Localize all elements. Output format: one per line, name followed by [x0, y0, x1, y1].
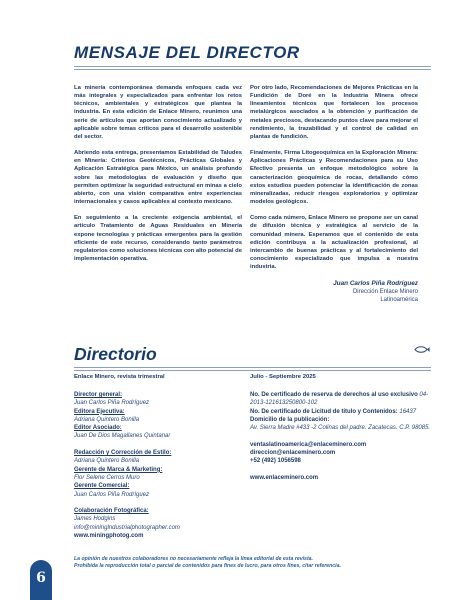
licit-value: 16437: [399, 408, 417, 415]
title-divider: [74, 66, 431, 70]
photographer-website[interactable]: www.miningphotog.com: [74, 533, 144, 540]
disclaimer-line: Prohibida la reproducción total o parcial de contenidos para fines de lucro, para otros fines, citar referencia.: [74, 563, 341, 570]
message-paragraph: Por otro lado, Recomendaciones de Mejores Prácticas en la Fundición de Doré en la Industria Minera ofrece lineamientos técnicos que fortalecen los procesos metalúrgicos asociados a la obtención y purificación de metales preciosos, destacando puntos clave para mejorar el rendimiento, la trazabilidad y el control de calidad en plantas de fundición.: [250, 85, 418, 140]
sales-email[interactable]: ventaslatinoamerica@enlaceminero.com: [250, 441, 367, 448]
signature-name: Juan Carlos Piña Rodríguez: [333, 280, 418, 288]
staff-group: [74, 449, 244, 499]
mensaje-title: MENSAJE DEL DIRECTOR: [74, 43, 300, 62]
photographer-email[interactable]: info@mininglndustrialphotographer.com: [74, 524, 180, 531]
photo-credit: [74, 507, 244, 540]
staff-role: Redacción y Corrección de Estilo:: [74, 450, 172, 457]
reserve-certificate: [250, 391, 435, 408]
staff-role: Editor Asociado:: [74, 425, 122, 432]
publication-frequency: Enlace Minero, revista trimestral: [74, 374, 165, 380]
signature-block: [250, 279, 418, 304]
reserve-value: 04-2013-121613250800-102: [250, 392, 429, 407]
staff-column: [74, 391, 244, 549]
reserve-label: No. De certificado de reserva de derechos al uso exclusivo: [250, 392, 418, 398]
signature-role: Dirección Enlace Minero: [352, 289, 418, 296]
disclaimer-line: La opinión de nuestros colaboradores no necesariamente refleja la línea editorial de esta revista.: [74, 556, 313, 562]
phone-number: +52 (492) 1056598: [250, 458, 301, 465]
footer-disclaimer: [74, 556, 434, 570]
message-column-left: [74, 84, 242, 271]
message-paragraph: Como cada número, Enlace Minero se propone ser un canal de difusión técnica y estratégica al servicio de la comunidad minera. Esperamos que el contenido de esta edición contribuya a la actualización profesional, al intercambio de buenas prácticas y al fortalecimiento del conocimiento especializado que impulsa a nuestra industria.: [250, 215, 418, 271]
licit-certificate: [250, 408, 435, 416]
staff-name: Flor Selene Cerros Muro: [74, 474, 140, 481]
staff-role: Editora Ejecutiva:: [74, 408, 125, 415]
fish-logo-icon: [414, 345, 430, 354]
directorio-divider: [74, 367, 431, 371]
message-paragraph: Finalmente, Firma Litogeoquímica en la Exploración Minera: Aplicaciones Prácticas y Recomendaciones para su Uso Efectivo presenta un enfoque metodológico sobre la caracterización geoquímica de rocas, detallando cómo estos estudios pueden potenciar la identificación de zonas mineralizadas, reducir riesgos exploratorios y optimizar modelos geológicos.: [250, 150, 418, 206]
photo-role: Colaboración Fotográfica:: [74, 508, 149, 515]
message-paragraph: En seguimiento a la creciente exigencia ambiental, el artículo Tratamiento de Aguas Residuales en Minería expone tecnologías y prácticas emergentes para la gestión eficiente de este recurso, considerando tanto parámetros regulatorios como soluciones técnicas con alto potencial de implementación operativa.: [74, 215, 242, 262]
staff-role: Gerente de Marca & Marketing:: [74, 466, 163, 473]
message-paragraph: La minería contemporánea demanda enfoques cada vez más integrales y especializados para enfrentar los retos técnicos, ambientales y estratégicos que plantea la industria. En esta edición de Enlace Minero, reunimos una serie de artículos que aportan conocimiento actualizado y aplicable sobre temas críticos para el desarrollo sostenible del sector.: [74, 85, 242, 140]
website-link[interactable]: www.enlaceminero.com: [250, 474, 319, 481]
staff-name: Adriana Quintero Bonilla: [74, 458, 140, 465]
staff-name: Juan Carlos Piña Rodríguez: [74, 491, 150, 498]
legal-info: [250, 391, 435, 432]
staff-name: Juan De Dios Magallanes Quintanar: [74, 433, 171, 440]
message-paragraph: Abriendo esta entrega, presentamos Estabilidad de Taludes en Minería: Criterios Geotécnicos, Prácticas Globales y Aplicación Estratégica para México, un análisis profundo sobre las metodologías de evaluación y diseño que permiten optimizar la seguridad estructural en minas a cielo abierto, con una visión comparativa entre experiencias internacionales y casos aplicables al contexto mexicano.: [74, 150, 242, 206]
photographer-name: James Hodgins: [74, 516, 116, 523]
directorio-title: Directorio: [74, 344, 157, 364]
page-number-tab: [30, 560, 52, 600]
staff-name: Juan Carlos Piña Rodríguez: [74, 400, 150, 407]
legal-column: [250, 391, 435, 491]
issue-period: Julio - Septiembre 2025: [250, 374, 316, 380]
direction-email[interactable]: direccion@enlaceminero.com: [250, 450, 336, 457]
licit-label: No. De certificado de Licitud de título y Contenidos:: [250, 408, 398, 415]
staff-group: [74, 391, 244, 441]
message-column-right: [250, 84, 418, 305]
staff-name: Adriana Quintero Bonilla: [74, 416, 140, 423]
address-value: Av. Sierra Madre #433 -2 Colinas del padre. Zacatecas. C.P. 98085.: [250, 425, 431, 432]
staff-role: Gerente Comercial:: [74, 483, 130, 490]
contact-info: [250, 441, 435, 466]
address-label: Domicilio de la publicación:: [250, 416, 330, 423]
website-info: [250, 474, 435, 482]
signature-magazine: Latinoamérica: [380, 297, 418, 304]
page-number: 6: [36, 570, 46, 586]
staff-role: Director general:: [74, 392, 123, 398]
